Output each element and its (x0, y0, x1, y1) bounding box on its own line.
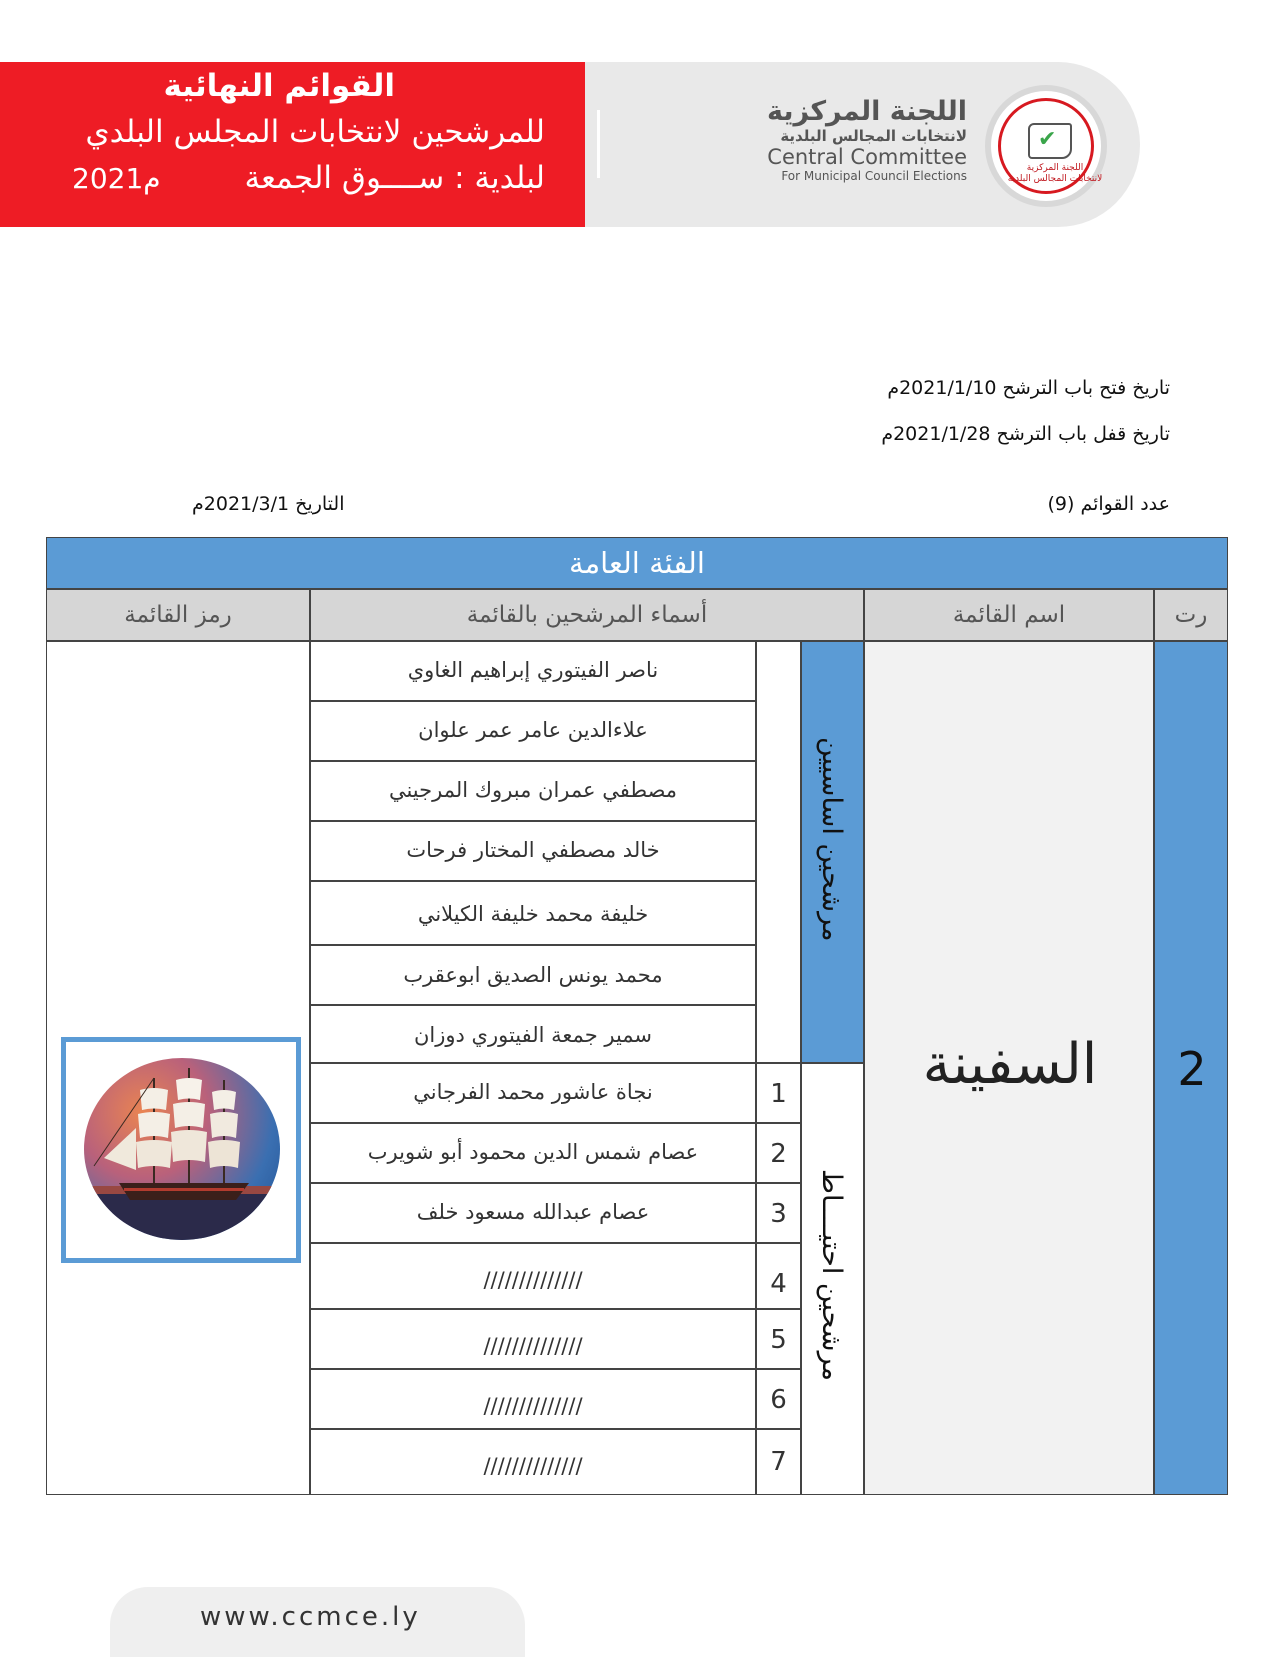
checkmark-icon: ✔ (1038, 127, 1057, 152)
reserve-number: 2 (756, 1123, 801, 1183)
main-candidate-row: خليفة محمد خليفة الكيلاني (310, 881, 756, 945)
reserve-candidate-row: عصام شمس الدين محمود أبو شويرب (310, 1123, 756, 1183)
header-list-name: اسم القائمة (864, 589, 1154, 641)
main-number-column (756, 641, 801, 1063)
sailing-ship-icon (84, 1058, 280, 1240)
reserve-candidate-row: نجاة عاشور محمد الفرجاني (310, 1063, 756, 1123)
logo-english-subname: For Municipal Council Elections (781, 169, 967, 183)
reserve-candidate-row: عصام عبدالله مسعود خلف (310, 1183, 756, 1243)
row-number-cell (1154, 641, 1228, 1495)
website-url[interactable]: www.ccmce.ly (200, 1602, 421, 1632)
candidates-table (46, 537, 1228, 1495)
main-candidate-row: علاءالدين عامر عمر علوان (310, 701, 756, 761)
committee-logo-text (767, 96, 967, 183)
logo-arabic-name: اللجنة المركزية (767, 96, 967, 127)
main-candidate-row: خالد مصطفي المختار فرحات (310, 821, 756, 881)
close-date: تاريخ قفل باب الترشح 2021/1/28م (881, 423, 1170, 445)
seal-ring (998, 98, 1103, 194)
list-name: السفينة (922, 1032, 1098, 1097)
open-date: تاريخ فتح باب الترشح 2021/1/10م (887, 377, 1170, 399)
ship-symbol-image (84, 1058, 280, 1240)
reserve-candidate-row: ////////////// (310, 1369, 756, 1429)
reserve-number: 4 (756, 1243, 801, 1309)
main-candidate-row: محمد يونس الصديق ابوعقرب (310, 945, 756, 1005)
reserve-number: 6 (756, 1369, 801, 1429)
document-date: التاريخ 2021/3/1م (192, 493, 345, 515)
reserve-candidates-label: مرشحين احتيــــاط (816, 1169, 847, 1382)
list-count: عدد القوائم (9) (1047, 493, 1170, 515)
seal-caption: اللجنة المركزية لانتخابات المجالس البلدية (1007, 163, 1103, 184)
main-candidate-row: ناصر الفيتوري إبراهيم الغاوي (310, 641, 756, 701)
header-candidates: أسماء المرشحين بالقائمة (310, 589, 864, 641)
reserve-number: 5 (756, 1309, 801, 1369)
header-title: القوائم النهائية (163, 68, 395, 104)
header-title-block (0, 62, 585, 227)
reserve-candidate-row: ////////////// (310, 1309, 756, 1369)
reserve-number: 3 (756, 1183, 801, 1243)
list-symbol-frame (61, 1037, 301, 1263)
main-candidates-label-cell (801, 641, 864, 1063)
reserve-number: 1 (756, 1063, 801, 1123)
reserve-candidates-label-cell (801, 1063, 864, 1495)
reserve-candidate-row: ////////////// (310, 1429, 756, 1495)
symbol-cell (46, 641, 310, 1495)
header-symbol: رمز القائمة (46, 589, 310, 641)
row-number: 2 (1177, 1042, 1207, 1096)
logo-english-name: Central Committee (767, 145, 967, 169)
header-divider (597, 110, 600, 178)
logo-arabic-subname: لانتخابات المجالس البلدية (780, 127, 967, 145)
header-municipality: لبلدية : ســــوق الجمعة (244, 160, 545, 196)
main-candidate-row: سمير جمعة الفيتوري دوزان (310, 1005, 756, 1063)
header-year: 2021م (72, 162, 161, 195)
main-candidate-row: مصطفي عمران مبروك المرجيني (310, 761, 756, 821)
committee-seal (985, 85, 1107, 207)
reserve-number: 7 (756, 1429, 801, 1495)
main-candidates-label: مرشحين اساسيين (816, 737, 847, 942)
reserve-candidate-row: ////////////// (310, 1243, 756, 1309)
category-title: الفئة العامة (46, 537, 1228, 589)
list-name-cell (864, 641, 1154, 1495)
header-subtitle: للمرشحين لانتخابات المجلس البلدي (85, 114, 545, 150)
header-rt: رت (1154, 589, 1228, 641)
